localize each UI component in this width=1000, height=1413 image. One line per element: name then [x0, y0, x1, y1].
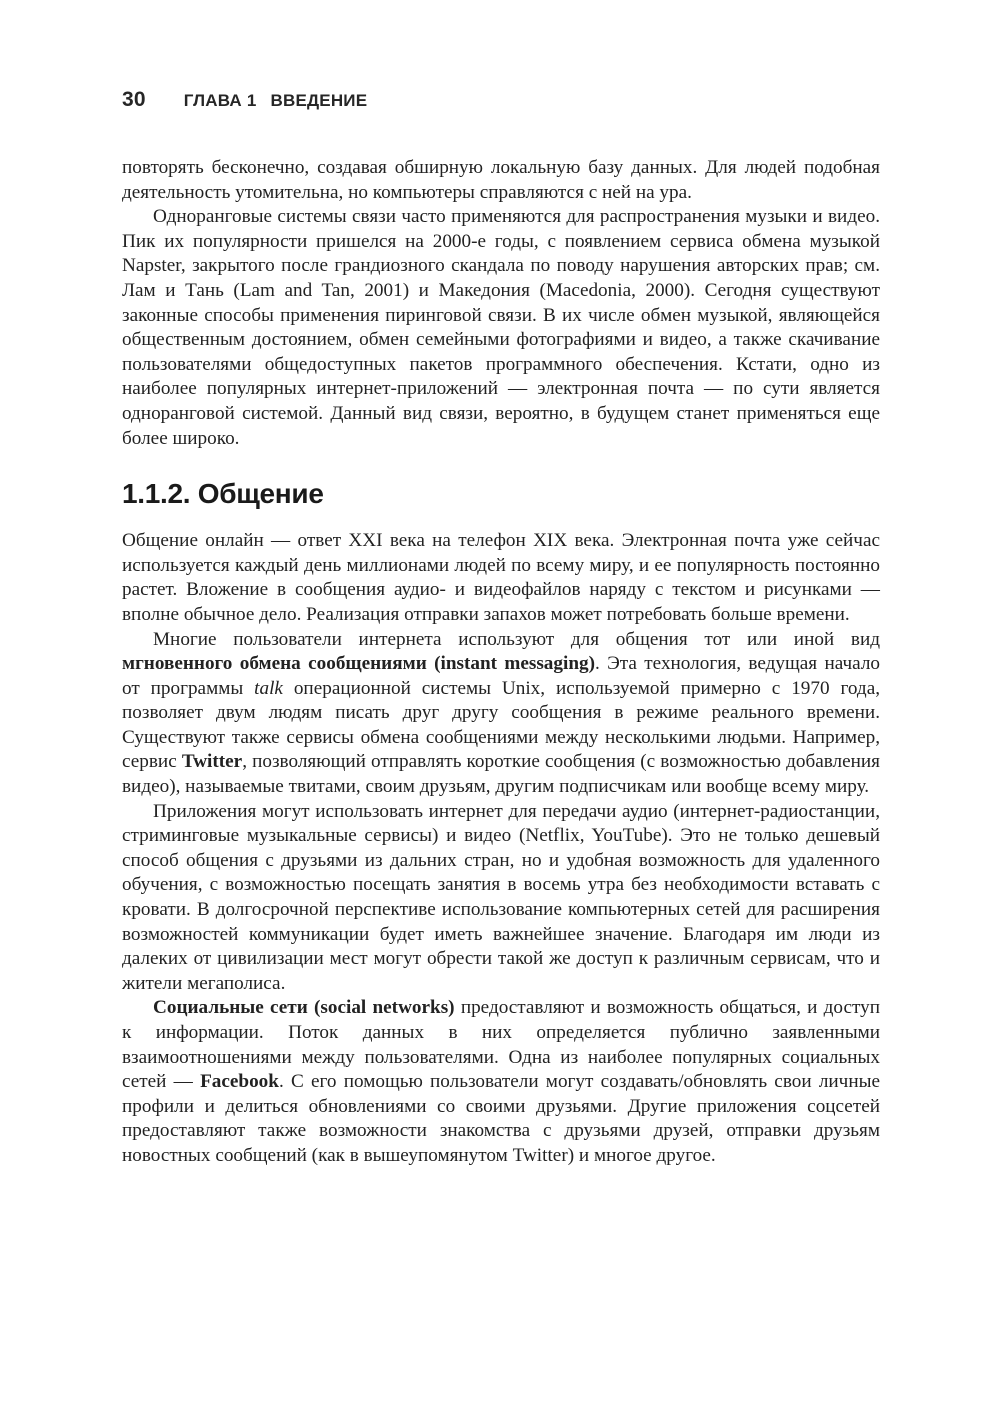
- paragraph-text: предоставляют и возможность общаться, и доступ к информации. Поток данных в них определяется публично заявленными взаимоотношениями между пользователями. Одна из наиболее популярных социальных сетей —: [122, 997, 880, 1093]
- paragraph-text: Многие пользователи интернета используют для общения тот или иной вид: [153, 628, 880, 650]
- section-paragraph-3: Приложения могут использовать интернет для передачи аудио (интернет-радиостанции, стриминговые музыкальные сервисы) и видео (Netflix, YouTube). Это не только дешевый способ общения с друзьями из дальних стран, но и удобная возможность для удаленного обучения, с возможностью посещать занятия в восемь утра без необходимости вставать с кровати. В долгосрочной перспективе использование компьютерных сетей для расширения возможностей коммуникации будет иметь важнейшее значение. Благодаря им люди из далеких от цивилизации мест могут обрести такой же доступ к различным сервисам, что и жители мегаполиса.: [122, 800, 880, 994]
- section-paragraph-1: Общение онлайн — ответ XXI века на телефон XIX века. Электронная почта уже сейчас используется каждый день миллионами людей по всему миру, и ее популярность постоянно растет. Вложение в сообщения аудио- и видеофайлов наряду с текстом и рисунками — вполне обычное дело. Реализация отправки запахов может потребовать больше времени.: [122, 530, 880, 625]
- book-page: [122, 88, 880, 1169]
- section-paragraph-2: [122, 628, 880, 800]
- section-heading: 1.1.2. Общение: [122, 478, 324, 510]
- page-number: 30: [122, 88, 146, 111]
- term-talk: talk: [254, 677, 283, 699]
- chapter-title: ВВЕДЕНИЕ: [270, 91, 368, 110]
- running-head: [122, 88, 880, 112]
- term-facebook: Facebook: [200, 1071, 279, 1093]
- paragraph-text: , позволяющий отправлять короткие сообщения (с возможностью добавления видео), называемые твитами, своим друзьям, другим подписчикам или вообще всему миру.: [122, 751, 880, 798]
- intro-paragraph-continued: повторять бесконечно, создавая обширную локальную базу данных. Для людей подобная деятельность утомительна, но компьютеры справляются с ней на ура.: [122, 157, 880, 203]
- term-instant-messaging: мгновенного обмена сообщениями (instant messaging): [122, 653, 595, 675]
- paragraph-text: . С его помощью пользователи могут создавать/обновлять свои личные профили и делиться обновлениями со своими друзьями. Другие приложения соцсетей предоставляют также возможности знакомства с друзьями друзей, отправки друзьям новостных сообщений (как в вышеупомянутом Twitter) и многое другое.: [122, 1071, 880, 1166]
- paragraph-text: . Эта технология, ведущая начало от программы: [122, 653, 880, 699]
- intro-paragraph-p2p: Одноранговые системы связи часто применяются для распространения музыки и видео. Пик их популярности пришелся на 2000-е годы, с появлением сервиса обмена музыкой Napster, закрытого после грандиозного скандала по поводу нарушения авторских прав; см. Лам и Тань (Lam and Tan, 2001) и Македония (Macedonia, 2000). Сегодня существуют законные способы применения пиринговой связи. В их числе обмен музыкой, являющейся общественным достоянием, обмен семейными фотографиями и видео, а также скачивание пользователями общедоступных пакетов программного обеспечения. Кстати, одно из наиболее популярных интернет-приложений — электронная почта — по сути является одноранговой системой. Данный вид связи, вероятно, в будущем станет применяться еще более широко.: [122, 206, 880, 449]
- section-paragraph-4: [122, 996, 880, 1168]
- paragraph-text: операционной системы Unix, используемой примерно с 1970 года, позволяет двум людям писать друг другу сообщения в режиме реального времени. Существуют также сервисы обмена сообщениями между несколькими людьми. Например, сервис: [122, 677, 881, 773]
- chapter-label: ГЛАВА 1: [183, 91, 257, 110]
- term-social-networks: Социальные сети (social networks): [153, 997, 455, 1019]
- term-twitter: Twitter: [181, 751, 243, 773]
